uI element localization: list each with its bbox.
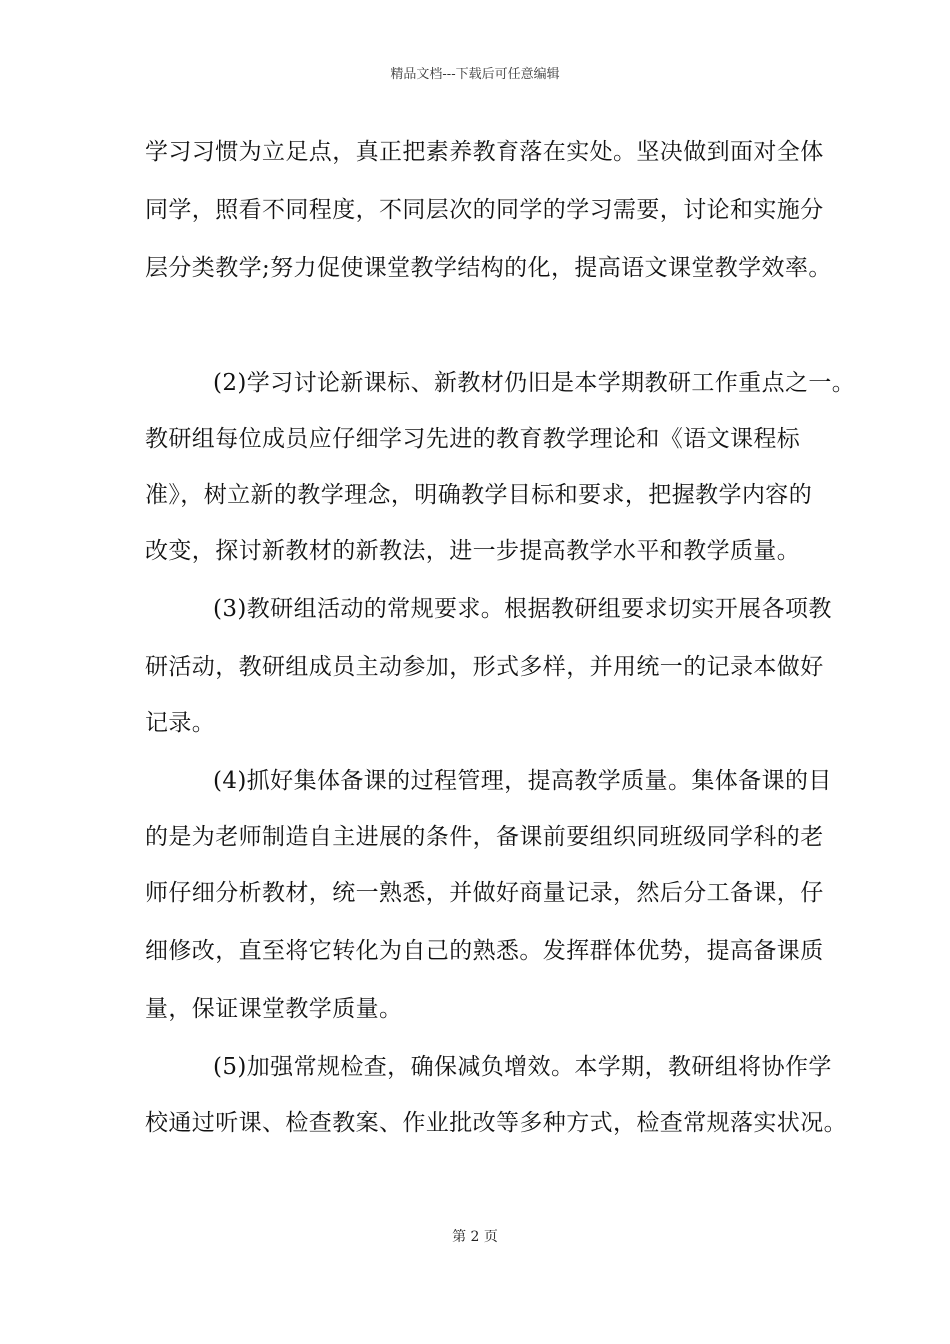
- body-line: 教研组每位成员应仔细学习先进的教育教学理论和《语文课程标: [145, 426, 801, 452]
- body-line: 改变，探讨新教材的新教法，进一步提高教学水平和教学质量。: [145, 538, 801, 564]
- paragraph-3-line: (3)教研组活动的常规要求。根据教研组要求切实开展各项教: [213, 596, 832, 622]
- paragraph-2-line: (2)学习讨论新课标、新教材仍旧是本学期教研工作重点之一。: [213, 370, 856, 396]
- body-line: 研活动，教研组成员主动参加，形式多样，并用统一的记录本做好: [145, 654, 824, 680]
- body-line: 层分类教学;努力促使课堂教学结构的化，提高语文课堂教学效率。: [145, 255, 832, 281]
- body-line: 的是为老师制造自主进展的条件，备课前要组织同班级同学科的老: [145, 824, 824, 850]
- body-line: 学习习惯为立足点，真正把素养教育落在实处。坚决做到面对全体: [145, 139, 824, 165]
- page-number: 第 2 页: [452, 1229, 498, 1245]
- body-line: 校通过听课、检查教案、作业批改等多种方式，检查常规落实状况。: [145, 1110, 847, 1136]
- body-line: 量，保证课堂教学质量。: [145, 996, 403, 1022]
- paragraph-5-line: (5)加强常规检查，确保减负增效。本学期，教研组将协作学: [213, 1054, 832, 1080]
- paragraph-4-line: (4)抓好集体备课的过程管理，提高教学质量。集体备课的目: [213, 768, 832, 794]
- body-line: 细修改，直至将它转化为自己的熟悉。发挥群体优势，提高备课质: [145, 938, 824, 964]
- body-line: 师仔细分析教材，统一熟悉，并做好商量记录，然后分工备课，仔: [145, 880, 824, 906]
- body-line: 同学，照看不同程度，不同层次的同学的学习需要，讨论和实施分: [145, 197, 824, 223]
- body-line: 记录。: [145, 710, 216, 736]
- page-header: 精品文档---下载后可任意编辑: [390, 67, 560, 82]
- body-line: 准》，树立新的教学理念，明确教学目标和要求，把握教学内容的: [145, 482, 813, 508]
